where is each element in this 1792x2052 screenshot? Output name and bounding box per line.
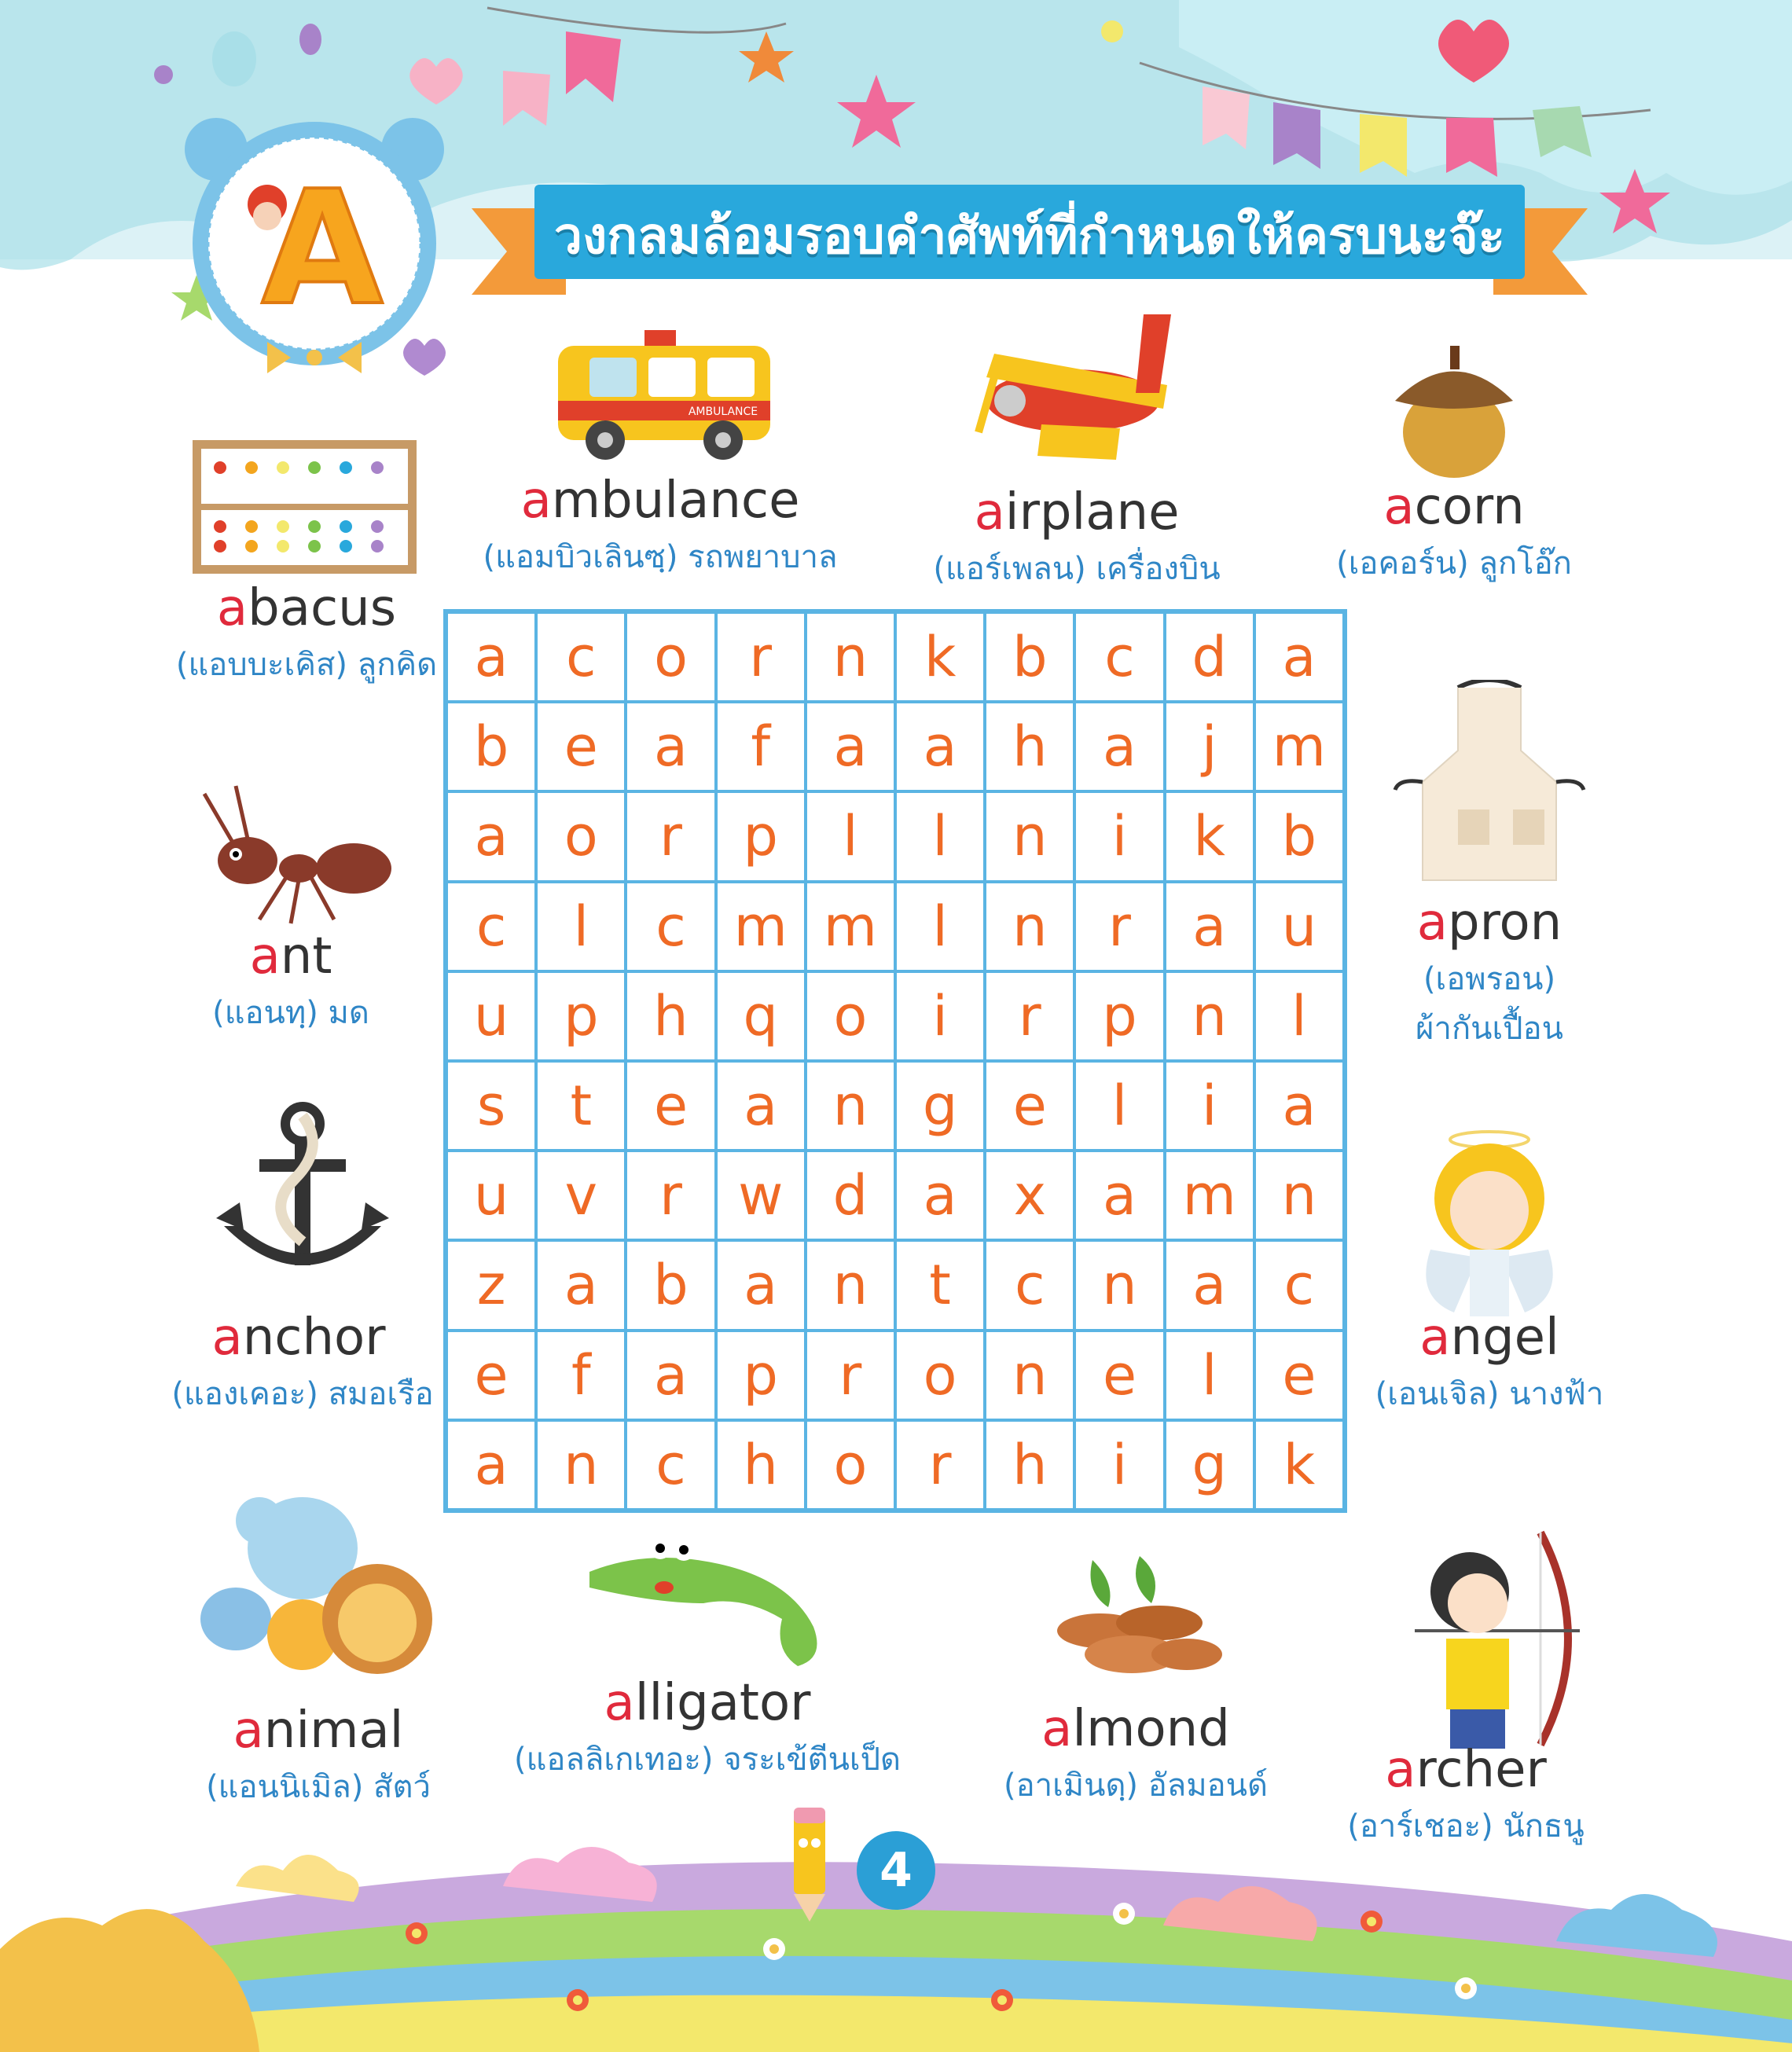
pencil-mascot-icon <box>778 1800 841 1925</box>
word-animal: animal <box>233 1701 404 1760</box>
grid-cell[interactable]: b <box>626 1240 715 1330</box>
grid-cell[interactable]: a <box>806 702 895 791</box>
grid-cell[interactable]: c <box>1254 1240 1344 1330</box>
grid-cell[interactable]: a <box>536 1240 626 1330</box>
grid-cell[interactable]: a <box>716 1061 806 1151</box>
grid-cell[interactable]: s <box>446 1061 536 1151</box>
grid-cell[interactable]: n <box>985 882 1074 971</box>
grid-cell[interactable]: a <box>716 1240 806 1330</box>
grid-cell[interactable]: a <box>1074 702 1164 791</box>
grid-cell[interactable]: a <box>1254 612 1344 702</box>
grid-cell[interactable]: e <box>1074 1331 1164 1420</box>
grid-cell[interactable]: e <box>536 702 626 791</box>
grid-cell[interactable]: e <box>626 1061 715 1151</box>
grid-cell[interactable]: a <box>626 702 715 791</box>
ant-icon <box>185 782 397 931</box>
grid-cell[interactable]: f <box>716 702 806 791</box>
grid-cell[interactable]: i <box>1074 791 1164 881</box>
grid-cell[interactable]: p <box>1074 971 1164 1061</box>
grid-cell[interactable]: j <box>1165 702 1254 791</box>
grid-cell[interactable]: r <box>985 971 1074 1061</box>
grid-cell[interactable]: l <box>895 791 985 881</box>
grid-cell[interactable]: e <box>985 1061 1074 1151</box>
grid-cell[interactable]: k <box>1165 791 1254 881</box>
word-ant: ant <box>249 927 332 986</box>
pron-archer: (อาร์เชอะ) นักธนู <box>1347 1808 1585 1845</box>
grid-cell[interactable]: p <box>716 1331 806 1420</box>
pron-apron-meaning: ผ้ากันเปื้อน <box>1416 1011 1563 1047</box>
grid-cell[interactable]: a <box>1165 1240 1254 1330</box>
grid-cell[interactable]: t <box>895 1240 985 1330</box>
grid-cell[interactable]: c <box>626 882 715 971</box>
grid-cell[interactable]: u <box>446 1151 536 1240</box>
grid-cell[interactable]: o <box>536 791 626 881</box>
grid-cell[interactable]: h <box>985 702 1074 791</box>
grid-cell[interactable]: l <box>806 791 895 881</box>
grid-cell[interactable]: k <box>1254 1420 1344 1510</box>
word-abacus: abacus <box>216 579 397 637</box>
grid-cell[interactable]: a <box>446 1420 536 1510</box>
grid-cell[interactable]: p <box>536 971 626 1061</box>
grid-cell[interactable]: a <box>446 612 536 702</box>
grid-cell[interactable]: n <box>806 1240 895 1330</box>
grid-cell[interactable]: g <box>895 1061 985 1151</box>
word-anchor: anchor <box>211 1309 386 1367</box>
pron-ant: (แอนทฺ) มด <box>212 995 369 1031</box>
grid-cell[interactable]: e <box>1254 1331 1344 1420</box>
grid-cell[interactable]: n <box>806 1061 895 1151</box>
ambulance-sign: AMBULANCE <box>688 406 758 418</box>
grid-cell[interactable]: l <box>1074 1061 1164 1151</box>
airplane-icon <box>963 299 1199 475</box>
grid-cell[interactable]: m <box>1254 702 1344 791</box>
grid-cell[interactable]: r <box>895 1420 985 1510</box>
grid-cell[interactable]: g <box>1165 1420 1254 1510</box>
grid-cell[interactable]: n <box>985 791 1074 881</box>
grid-cell[interactable]: h <box>985 1420 1074 1510</box>
grid-cell[interactable]: w <box>716 1151 806 1240</box>
grid-cell[interactable]: h <box>626 971 715 1061</box>
pron-apron: (เอพรอน) <box>1423 961 1556 997</box>
grid-cell[interactable]: k <box>895 612 985 702</box>
letter-badge <box>177 106 452 381</box>
grid-cell[interactable]: t <box>536 1061 626 1151</box>
abacus-icon <box>193 440 417 574</box>
word-acorn: acorn <box>1383 478 1525 536</box>
pron-alligator: (แอลลิเกเทอะ) จระเข้ตีนเป็ด <box>514 1742 901 1778</box>
grid-cell[interactable]: a <box>626 1331 715 1420</box>
archer-icon <box>1368 1529 1588 1749</box>
grid-cell[interactable]: e <box>446 1331 536 1420</box>
grid-cell[interactable]: o <box>806 971 895 1061</box>
grid-cell[interactable]: n <box>1165 971 1254 1061</box>
grid-cell[interactable]: l <box>1254 971 1344 1061</box>
grid-cell[interactable]: p <box>716 791 806 881</box>
pron-anchor: (แองเคอะ) สมอเรือ <box>171 1376 434 1412</box>
grid-cell[interactable]: i <box>1165 1061 1254 1151</box>
grid-cell[interactable]: f <box>536 1331 626 1420</box>
grid-cell[interactable]: u <box>446 971 536 1061</box>
grid-cell[interactable]: n <box>1074 1240 1164 1330</box>
pron-animal: (แอนนิเมิล) สัตว์ <box>206 1769 431 1805</box>
grid-cell[interactable]: l <box>895 882 985 971</box>
word-archer: archer <box>1385 1741 1547 1799</box>
grid-cell[interactable]: b <box>1254 791 1344 881</box>
grid-cell[interactable]: c <box>626 1420 715 1510</box>
grid-cell[interactable]: c <box>1074 612 1164 702</box>
grid-cell[interactable]: m <box>806 882 895 971</box>
grid-cell[interactable]: u <box>1254 882 1344 971</box>
grid-cell[interactable]: a <box>1254 1061 1344 1151</box>
word-angel: angel <box>1419 1309 1559 1367</box>
grid-cell[interactable]: b <box>446 702 536 791</box>
grid-cell[interactable]: i <box>1074 1420 1164 1510</box>
pron-acorn: (เอคอร์น) ลูกโอ๊ก <box>1336 545 1572 582</box>
grid-cell[interactable]: d <box>806 1151 895 1240</box>
almond-icon <box>1045 1552 1226 1686</box>
word-apron: apron <box>1416 894 1562 952</box>
grid-cell[interactable]: r <box>1074 882 1164 971</box>
grid-cell[interactable]: o <box>806 1420 895 1510</box>
grid-cell[interactable]: l <box>1165 1331 1254 1420</box>
pron-abacus: (แอบบะเคิส) ลูกคิด <box>175 647 438 683</box>
grid-cell[interactable]: l <box>536 882 626 971</box>
animal-icon <box>200 1485 436 1682</box>
page-title: วงกลมล้อมรอบคำศัพท์ที่กำหนดให้ครบนะจ๊ะ <box>554 207 1505 266</box>
grid-cell[interactable]: n <box>985 1331 1074 1420</box>
angel-icon <box>1415 1124 1564 1316</box>
grid-cell[interactable]: a <box>895 1151 985 1240</box>
apron-icon <box>1391 680 1588 888</box>
grid-cell[interactable]: q <box>716 971 806 1061</box>
grid-cell[interactable]: m <box>1165 1151 1254 1240</box>
grid-cell[interactable]: r <box>626 1151 715 1240</box>
grid-cell[interactable]: c <box>536 612 626 702</box>
grid-cell[interactable]: h <box>716 1420 806 1510</box>
grid-cell[interactable]: a <box>446 791 536 881</box>
grid-cell[interactable]: o <box>895 1331 985 1420</box>
grid-cell[interactable]: x <box>985 1151 1074 1240</box>
word-alligator: alligator <box>604 1674 811 1732</box>
word-search-grid <box>443 609 1347 1513</box>
ambulance-icon <box>542 322 778 472</box>
pron-ambulance: (แอมบิวเลินซฺ) รถพยาบาล <box>483 539 838 575</box>
grid-cell[interactable]: z <box>446 1240 536 1330</box>
pron-almond: (อาเมินดฺ) อัลมอนด์ <box>1003 1768 1268 1804</box>
grid-cell[interactable]: i <box>895 971 985 1061</box>
grid-cell[interactable]: n <box>806 612 895 702</box>
page-number: 4 <box>857 1831 935 1910</box>
pron-angel: (เอนเจิล) นางฟ้า <box>1375 1376 1604 1412</box>
word-airplane: airplane <box>974 483 1180 541</box>
grid-cell[interactable]: a <box>895 702 985 791</box>
grid-cell[interactable]: c <box>446 882 536 971</box>
badge-letter: A <box>261 157 384 340</box>
grid-cell[interactable]: c <box>985 1240 1074 1330</box>
anchor-icon <box>216 1100 389 1289</box>
grid-cell[interactable]: v <box>536 1151 626 1240</box>
grid-cell[interactable]: r <box>716 612 806 702</box>
acorn-icon <box>1387 342 1521 479</box>
grid-cell[interactable]: a <box>1074 1151 1164 1240</box>
grid-cell[interactable]: n <box>1254 1151 1344 1240</box>
grid-cell[interactable]: b <box>985 612 1074 702</box>
title-banner <box>472 177 1588 303</box>
grid-cell[interactable]: d <box>1165 612 1254 702</box>
grid-cell[interactable]: a <box>1165 882 1254 971</box>
word-almond: almond <box>1041 1700 1230 1758</box>
grid-cell[interactable]: r <box>806 1331 895 1420</box>
word-ambulance: ambulance <box>520 472 800 530</box>
grid-cell[interactable]: m <box>716 882 806 971</box>
grid-cell[interactable]: n <box>536 1420 626 1510</box>
grid-cell[interactable]: o <box>626 612 715 702</box>
grid-cell[interactable]: r <box>626 791 715 881</box>
pron-airplane: (แอร์เพลน) เครื่องบิน <box>933 551 1221 587</box>
alligator-icon <box>586 1533 829 1678</box>
